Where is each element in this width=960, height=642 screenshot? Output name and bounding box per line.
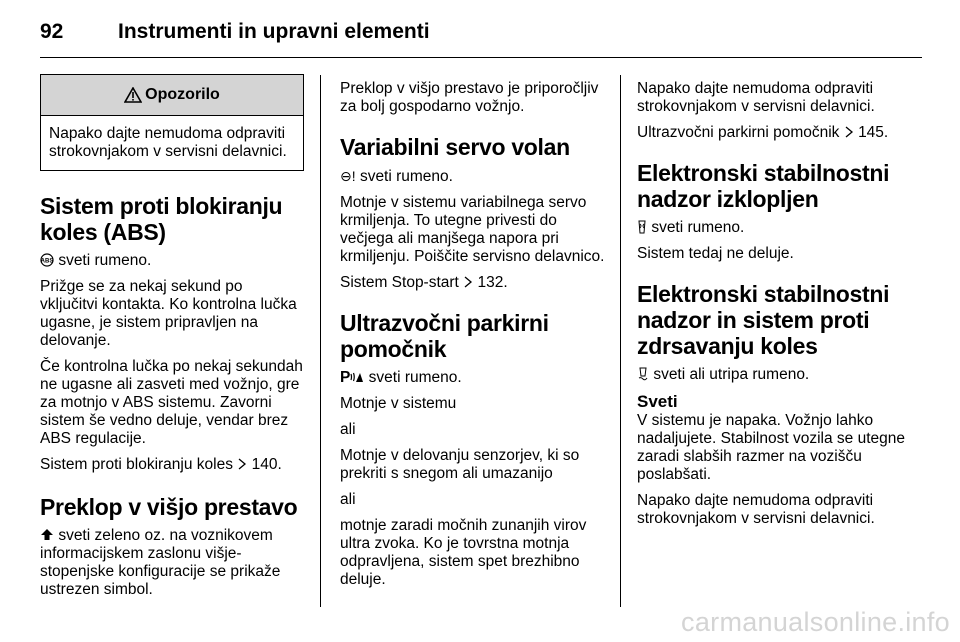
abs-ref-text: Sistem proti blokiranju koles	[40, 456, 233, 473]
abs-paragraph-2: Če kontrolna lučka po nekaj sekundah ne ugasne ali zasveti med vožnjo, gre za motnjo v ABS sistemu. Zavorni sistem še vedno deluje, vendar brez ABS regulacije.	[40, 358, 303, 447]
esc-off-status-line	[637, 219, 907, 237]
lit-paragraph-2: Napako dajte nemudoma odpraviti strokovnjakom v servisni delavnici.	[637, 492, 875, 527]
servo-status: sveti rumeno.	[359, 168, 453, 185]
park-paragraph-2: Motnje v delovanju senzorjev, ki so prekriti s snegom ali umazanijo	[340, 447, 580, 482]
watermark: carmanualsonline.info	[681, 607, 950, 637]
park-symbol: P	[340, 369, 351, 386]
park-paragraph-4: Napako dajte nemudoma odpraviti strokovnjakom v servisni delavnici.	[637, 80, 875, 115]
abs-icon	[40, 253, 54, 267]
warning-triangle-icon	[124, 87, 142, 103]
servo-reference	[340, 274, 605, 292]
column-divider	[320, 75, 321, 607]
servo-ref-text: Sistem Stop-start	[340, 274, 459, 291]
park-paragraph-3: motnje zaradi močnih zunanjih virov ultra zvoka. Ko je tovrstna motnja odpravljena, sistem spet brezhibno deluje.	[340, 517, 587, 588]
shift-up-icon	[40, 528, 54, 541]
esc-tc-heading: Elektronski stabilnostni nadzor in sistem proti zdrsavanju koles	[637, 281, 890, 359]
park-reference	[637, 124, 907, 142]
warning-title: Opozorilo	[145, 86, 220, 103]
park-paragraph-1: Motnje v sistemu	[340, 395, 457, 412]
lit-heading: Sveti	[637, 392, 678, 411]
column-1	[40, 74, 304, 607]
lit-paragraph-1: V sistemu je napaka. Vožnjo lahko nadaljujete. Stabilnost vozila se utegne zaradi slabših razmer na vozišču poslabšati.	[637, 412, 905, 483]
page-ref-arrow-icon	[463, 276, 473, 288]
steering-fault-icon: ⊖!	[340, 168, 356, 184]
servo-status-line	[340, 167, 605, 186]
park-assist-icon	[340, 369, 369, 386]
column-2	[340, 80, 605, 597]
park-heading: Ultrazvočni parkirni pomočnik	[340, 310, 549, 362]
page-ref-arrow-icon	[844, 126, 854, 138]
park-ref-text: Ultrazvočni parkirni pomočnik	[637, 124, 840, 141]
warning-box	[40, 74, 304, 171]
esc-off-icon	[637, 220, 647, 234]
abs-paragraph-1: Prižge se za nekaj sekund po vključitvi kontakta. Ko kontrolna lučka ugasne, je sistem pripravljen na delovanje.	[40, 278, 297, 349]
park-or-1: ali	[340, 421, 356, 438]
esc-off-status: sveti rumeno.	[651, 219, 745, 236]
abs-ref-page[interactable]: 140.	[251, 456, 282, 473]
park-or-2: ali	[340, 491, 356, 508]
column-3	[637, 80, 907, 536]
servo-heading: Variabilni servo volan	[340, 134, 570, 160]
shift-status-line	[40, 527, 304, 599]
column-divider	[620, 75, 621, 607]
abs-heading: Sistem proti blokiranju koles (ABS)	[40, 193, 283, 245]
park-status-line	[340, 369, 605, 387]
abs-status: sveti rumeno.	[58, 252, 152, 269]
page-title: Instrumenti in upravni elementi	[118, 20, 430, 43]
park-status: sveti rumeno.	[368, 369, 462, 386]
esc-tc-status-line	[637, 366, 907, 384]
warning-text: Napako dajte nemudoma odpraviti strokovnjakom v servisni delavnici.	[49, 125, 287, 160]
esc-icon	[637, 367, 649, 381]
warning-header	[41, 75, 303, 116]
esc-off-heading: Elektronski stabilnostni nadzor izklopljen	[637, 160, 890, 212]
svg-text:ABS: ABS	[40, 258, 54, 265]
shift-paragraph: Preklop v višjo prestavo je priporočljiv za bolj gospodarno vožnjo.	[340, 80, 599, 115]
header-rule	[40, 57, 922, 58]
shift-heading: Preklop v višjo prestavo	[40, 494, 298, 520]
abs-reference	[40, 456, 304, 474]
esc-off-paragraph: Sistem tedaj ne deluje.	[637, 245, 794, 262]
page-number: 92	[40, 20, 64, 43]
abs-status-line	[40, 252, 304, 270]
park-ref-page[interactable]: 145.	[858, 124, 889, 141]
shift-status: sveti zeleno oz. na voznikovem informacijskem zaslonu višje-stopenjske konfiguracije se prikaže ustrezen simbol.	[40, 527, 281, 598]
page-ref-arrow-icon	[237, 458, 247, 470]
servo-paragraph: Motnje v sistemu variabilnega servo krmiljenja. To utegne privesti do večjega ali manjšega napora pri krmiljenju. Poiščite servisno delavnico.	[340, 194, 605, 265]
esc-tc-status: sveti ali utripa rumeno.	[653, 366, 810, 383]
servo-ref-page[interactable]: 132.	[477, 274, 508, 291]
